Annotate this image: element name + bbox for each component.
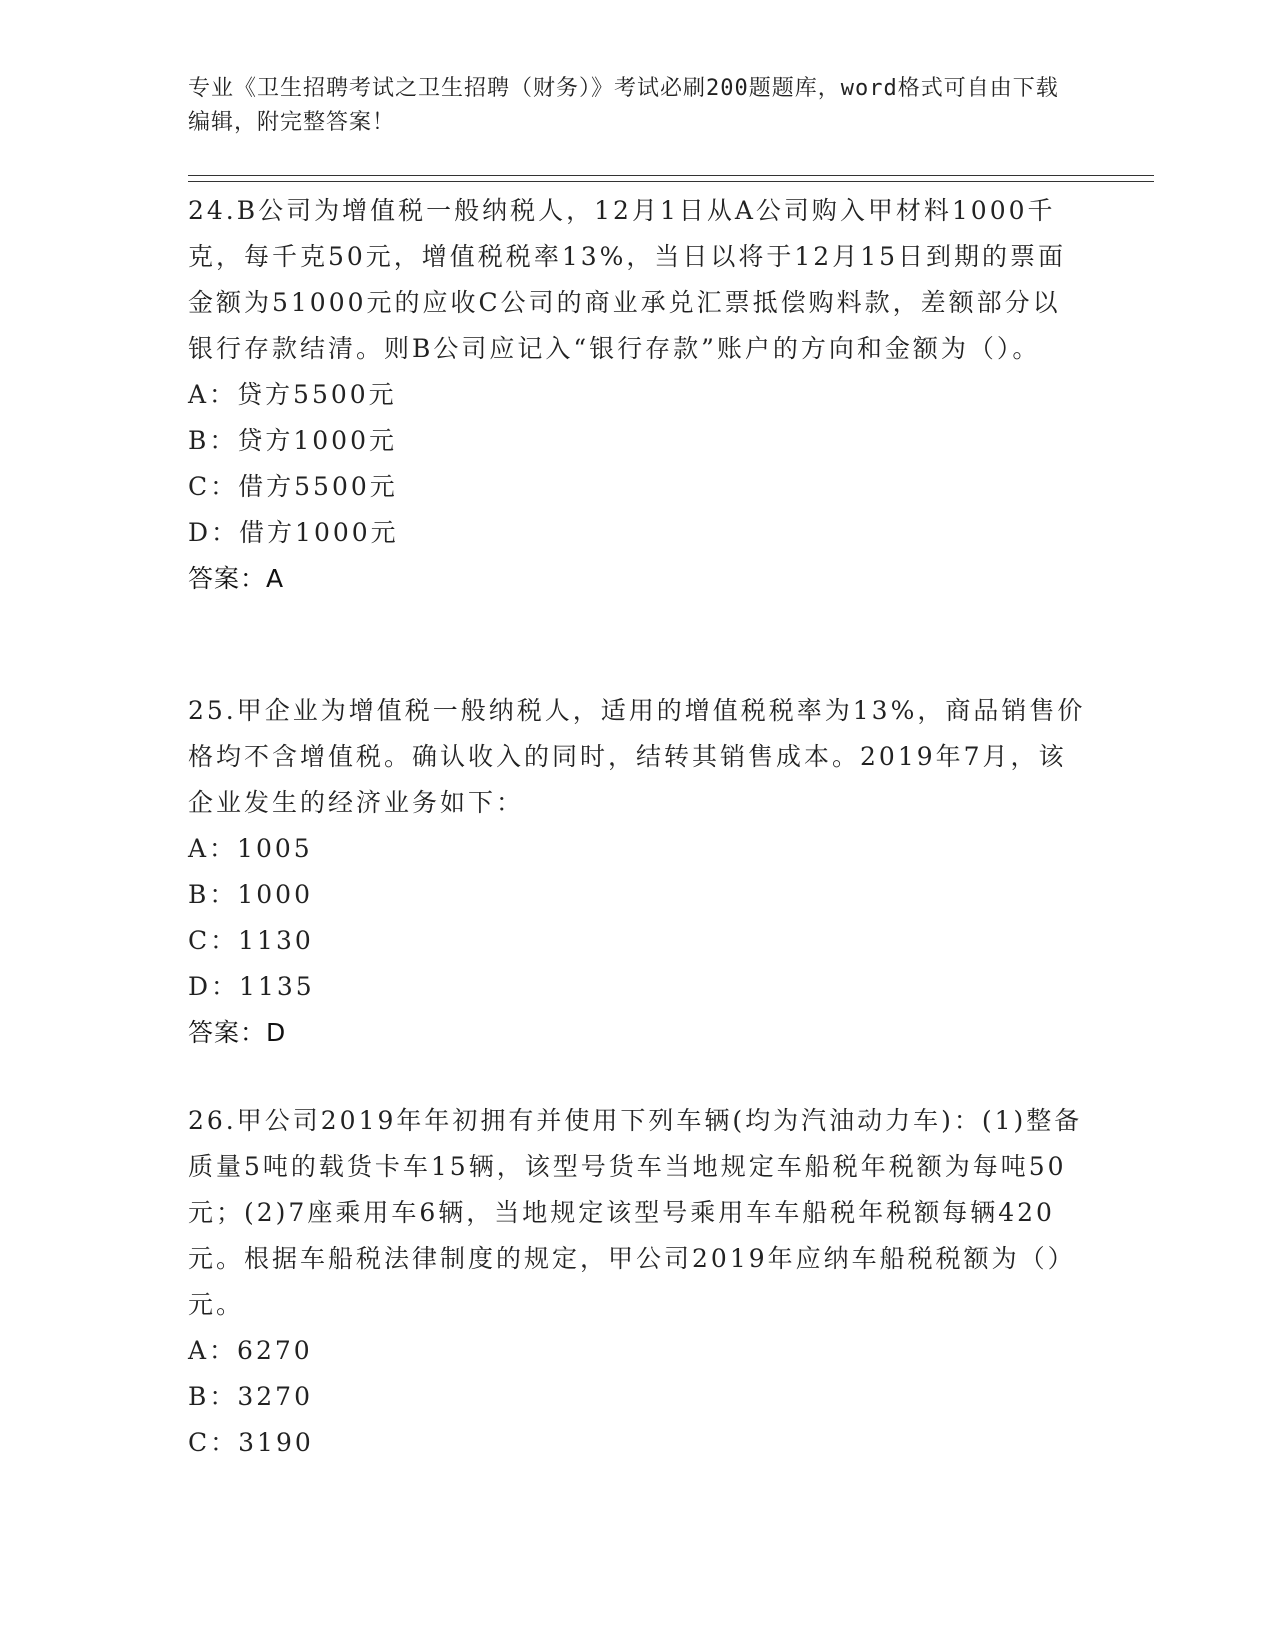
- question-stem: 24.B公司为增值税一般纳税人，12月1日从A公司购入甲材料1000千克，每千克50元，增值税税率13%，当日以将于12月15日到期的票面金额为51000元的应收C公司的商业承兑汇票抵偿购料款，差额部分以银行存款结清。则B公司应记入“银行存款”账户的方向和金额为（）。: [188, 196, 1067, 363]
- question-25: [188, 688, 1088, 1056]
- option-b: B：3270: [188, 1382, 313, 1411]
- option-d: D：1135: [188, 972, 315, 1001]
- option-d: D：借方1000元: [188, 518, 399, 547]
- header-divider-bottom: [188, 181, 1154, 182]
- document-header-title: 专业《卫生招聘考试之卫生招聘（财务）》考试必刷200题题库，word格式可自由下载编辑，附完整答案！: [188, 76, 1059, 135]
- option-c: C：1130: [188, 926, 314, 955]
- option-a: A：1005: [188, 834, 313, 863]
- option-b: B：贷方1000元: [188, 426, 397, 455]
- option-c: C：借方5500元: [188, 472, 398, 501]
- answer-text: 答案：A: [188, 564, 285, 593]
- question-26: [188, 1098, 1088, 1466]
- option-a: A：6270: [188, 1336, 313, 1365]
- option-c: C：3190: [188, 1428, 314, 1457]
- option-b: B：1000: [188, 880, 313, 909]
- question-stem: 25.甲企业为增值税一般纳税人，适用的增值税税率为13%，商品销售价格均不含增值税。确认收入的同时，结转其销售成本。2019年7月，该企业发生的经济业务如下：: [188, 696, 1086, 817]
- option-a: A：贷方5500元: [188, 380, 397, 409]
- question-stem: 26.甲公司2019年年初拥有并使用下列车辆(均为汽油动力车)：(1)整备质量5吨的载货卡车15辆，该型号货车当地规定车船税年税额为每吨50元；(2)7座乘用车6辆，当地规定该型号乘用车车船税年税额每辆420元。根据车船税法律制度的规定，甲公司2019年应纳车船税税额为（）元。: [188, 1106, 1083, 1319]
- header-divider-top: [188, 175, 1154, 176]
- question-24: [188, 188, 1088, 602]
- answer-text: 答案：D: [188, 1018, 287, 1047]
